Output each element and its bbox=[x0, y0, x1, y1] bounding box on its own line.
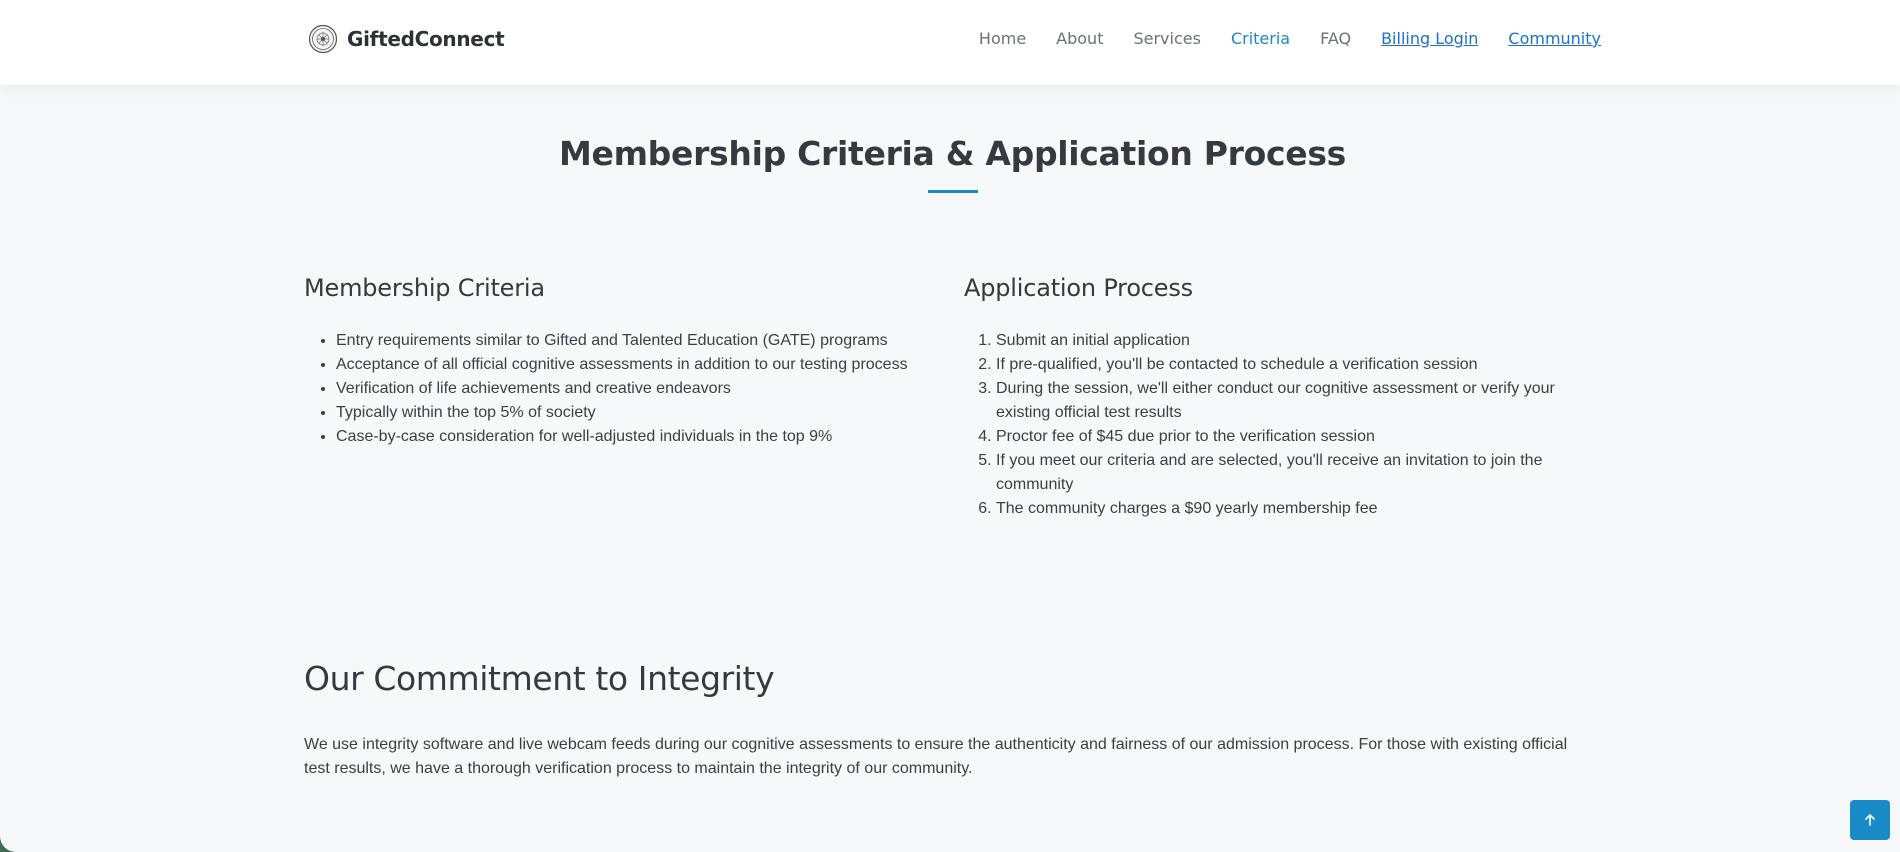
criteria-list bbox=[304, 329, 944, 449]
criteria-item: • Entry requirements similar to Gifted and Talented Education (GATE) programs bbox=[336, 329, 944, 353]
process-step: 5. If you meet our criteria and are selected, you'll receive an invitation to join the community bbox=[996, 449, 1604, 497]
page-title: Membership Criteria & Application Process bbox=[558, 134, 1347, 173]
title-divider bbox=[928, 190, 978, 193]
criteria-item: • Verification of life achievements and creative endeavors bbox=[336, 377, 944, 401]
nav-link-about[interactable]: About bbox=[1056, 29, 1104, 48]
seal-logo-icon bbox=[308, 24, 338, 54]
process-step: 3. During the session, we'll either conduct our cognitive assessment or verify your existing official test results bbox=[996, 377, 1604, 425]
criteria-item: • Acceptance of all official cognitive assessments in addition to our testing process bbox=[336, 353, 944, 377]
brand-name: GiftedConnect bbox=[347, 27, 505, 51]
criteria-item: • Case-by-case consideration for well-adjusted individuals in the top 9% bbox=[336, 425, 944, 449]
nav-link-home[interactable]: Home bbox=[978, 29, 1027, 48]
nav-link-criteria[interactable]: Criteria bbox=[1230, 29, 1291, 48]
integrity-heading: Our Commitment to Integrity bbox=[304, 659, 775, 698]
process-column bbox=[964, 274, 1604, 521]
integrity-paragraph: We use integrity software and live webcam feeds during our cognitive assessments to ensure the authenticity and fairness of our admission process. For those with existing official test results, we have a thorough verification process to maintain the integrity of our community. bbox=[304, 736, 1568, 777]
criteria-heading: Membership Criteria bbox=[304, 274, 545, 302]
process-heading: Application Process bbox=[964, 274, 1193, 302]
criteria-column bbox=[304, 274, 944, 449]
back-to-top-button[interactable] bbox=[1850, 800, 1890, 840]
nav-link-services[interactable]: Services bbox=[1133, 29, 1201, 48]
criteria-item: • Typically within the top 5% of society bbox=[336, 401, 944, 425]
process-step: 4. Proctor fee of $45 due prior to the verification session bbox=[996, 425, 1604, 449]
process-steps bbox=[964, 329, 1604, 521]
brand-logo-link[interactable] bbox=[308, 24, 504, 54]
site-header bbox=[0, 0, 1900, 85]
nav-link-community[interactable]: Community bbox=[1508, 29, 1601, 48]
nav-link-faq[interactable]: FAQ bbox=[1320, 29, 1352, 48]
main-nav bbox=[949, 27, 1601, 51]
process-step: 2. If pre-qualified, you'll be contacted to schedule a verification session bbox=[996, 353, 1604, 377]
process-step: 1. Submit an initial application bbox=[996, 329, 1604, 353]
arrow-up-icon bbox=[1862, 812, 1878, 828]
nav-link-billing-login[interactable]: Billing Login bbox=[1381, 29, 1479, 48]
process-step: 6. The community charges a $90 yearly membership fee bbox=[996, 497, 1604, 521]
